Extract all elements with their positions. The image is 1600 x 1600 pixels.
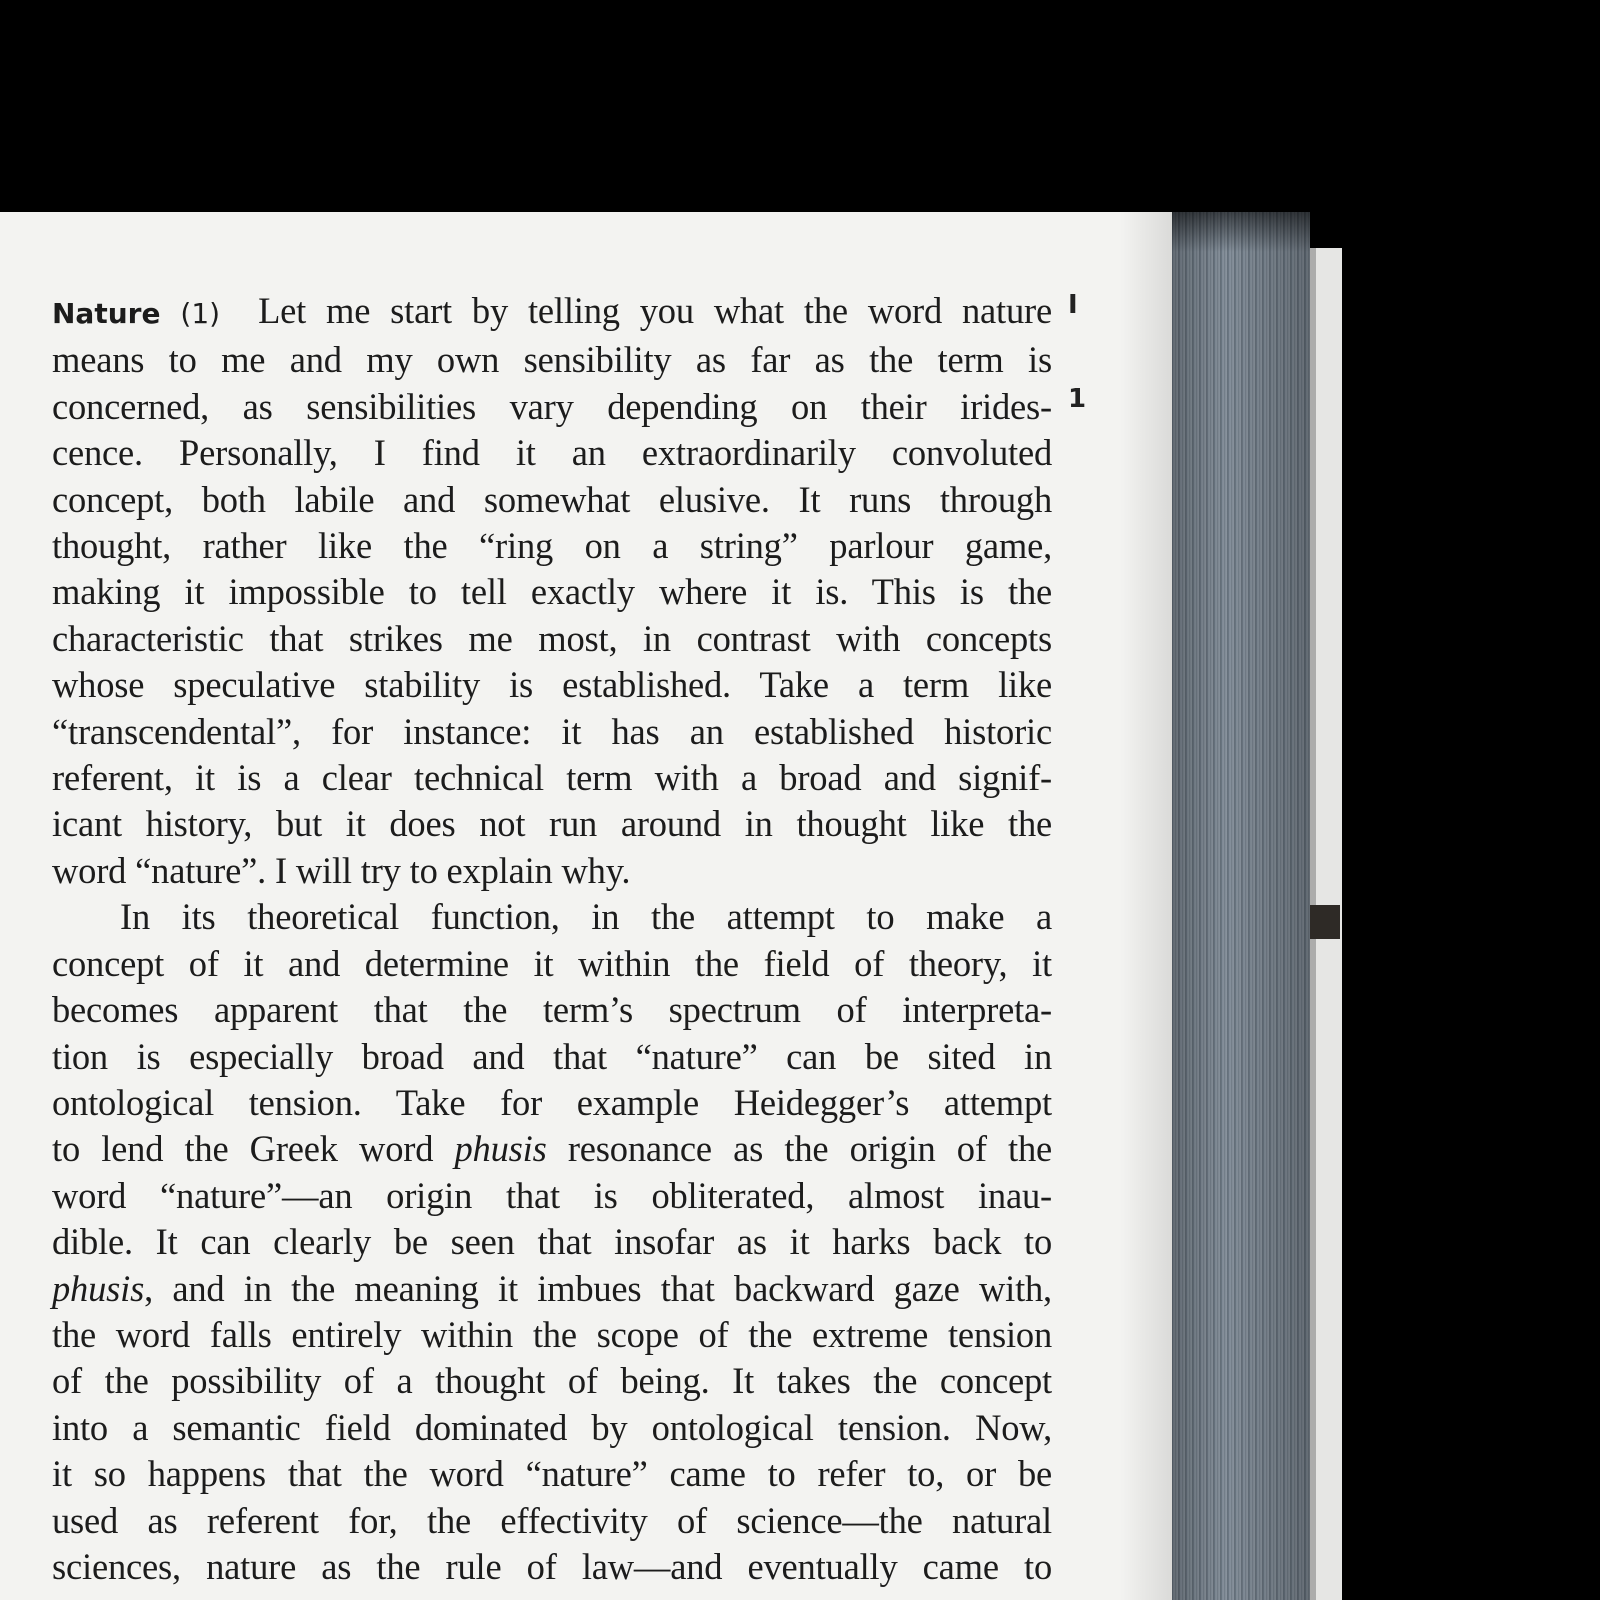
first-line (52, 288, 1052, 337)
italic-word: phusis (52, 1267, 145, 1309)
text-line: word “nature”. I will try to explain why. (52, 849, 631, 891)
text-line: characteristic that strikes me most, in contrast with concepts (52, 617, 1052, 659)
text-line: sciences, nature as the rule of law—and eventually came to (52, 1545, 1052, 1587)
text-line: In its theoretical function, in the attempt to make a (120, 896, 1052, 938)
text-line: means to me and my own sensibility as far as the term is (52, 339, 1052, 381)
margin-mark-number: 1 (1068, 384, 1087, 414)
text-line: the word falls entirely within the scope of the extreme tension (52, 1313, 1052, 1355)
book-page (0, 212, 1172, 1600)
text-line (52, 1266, 1052, 1312)
page-text (52, 288, 1052, 1590)
text-fragment: , and in the meaning it imbues that backward gaze with, (144, 1267, 1052, 1309)
text-line: word “nature”—an origin that is obliterated, almost inau- (52, 1174, 1052, 1216)
text-line: tion is especially broad and that “nature” can be sited in (52, 1035, 1052, 1077)
text-line: “transcendental”, for instance: it has an established historic (52, 710, 1052, 752)
text-line (52, 1126, 1052, 1172)
text-line: it so happens that the word “nature” came to refer to, or be (52, 1453, 1052, 1495)
bookmark-ribbon (1310, 905, 1340, 939)
text-line: dible. It can clearly be seen that insofar as it harks back to (52, 1221, 1052, 1263)
text-line: ontological tension. Take for example Heidegger’s attempt (52, 1081, 1052, 1123)
italic-word: phusis (454, 1128, 547, 1170)
text-fragment: resonance as the origin of the (546, 1128, 1053, 1170)
text-line: concept, both labile and somewhat elusive. It runs through (52, 478, 1052, 520)
entry-heading: Nature (52, 297, 161, 330)
page-gutter-shadow (1120, 212, 1172, 1600)
margin-mark-roman: I (1068, 290, 1078, 320)
text-line: concerned, as sensibilities vary depending on their irides- (52, 385, 1052, 427)
text-line: icant history, but it does not run around in thought like the (52, 803, 1052, 845)
text-line: whose speculative stability is established. Take a term like (52, 664, 1052, 706)
text-line: making it impossible to tell exactly where it is. This is the (52, 571, 1052, 613)
entry-number: (1) (180, 297, 221, 330)
page-edges-top-shadow (1172, 212, 1310, 252)
text-line: cence. Personally, I find it an extraordinarily convoluted (52, 432, 1052, 474)
text-line: into a semantic field dominated by ontological tension. Now, (52, 1406, 1052, 1448)
text-line: concept of it and determine it within the field of theory, it (52, 942, 1052, 984)
text-line: referent, it is a clear technical term with a broad and signif- (52, 757, 1052, 799)
text-line: used as referent for, the effectivity of science—the natural (52, 1499, 1052, 1541)
text-line: of the possibility of a thought of being. It takes the concept (52, 1360, 1052, 1402)
text-line: becomes apparent that the term’s spectrum of interpreta- (52, 989, 1052, 1031)
text-fragment: to lend the Greek word (52, 1128, 455, 1170)
text-line: thought, rather like the “ring on a string” parlour game, (52, 525, 1052, 567)
text-line: Let me start by telling you what the word nature (258, 290, 1052, 331)
page-edges (1172, 212, 1310, 1600)
